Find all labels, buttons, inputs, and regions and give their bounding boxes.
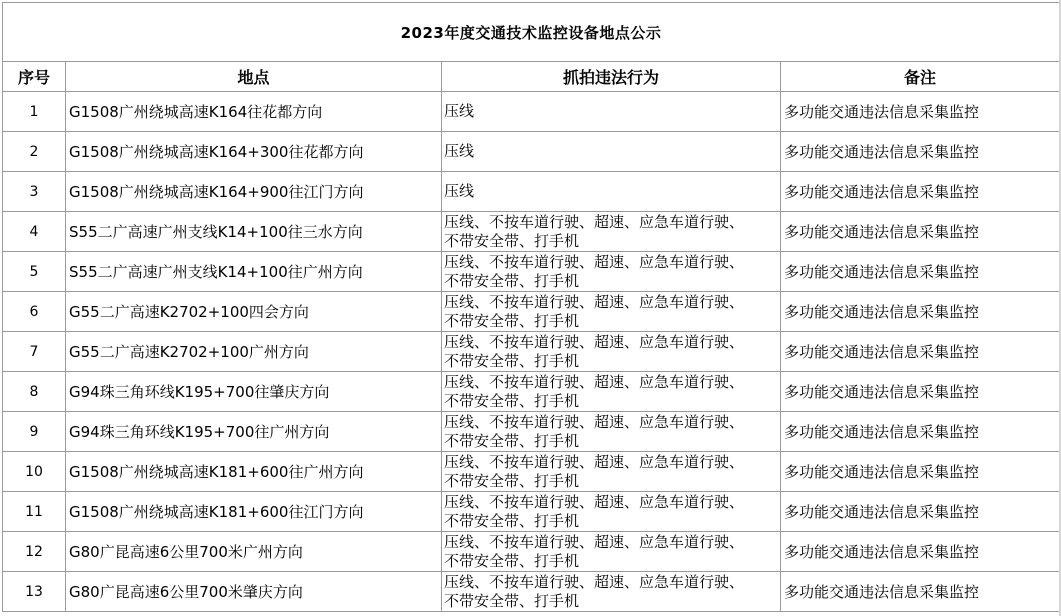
- table-row: [3, 92, 1060, 132]
- behavior-line: 压线、不按车道行驶、超速、应急车道行驶、: [444, 212, 745, 231]
- table-row: [3, 332, 1060, 372]
- cell-index[interactable]: 1: [3, 92, 66, 132]
- cell-location[interactable]: G80广昆高速6公里700米广州方向: [66, 532, 442, 572]
- behavior-line: 不带安全带、打手机: [444, 591, 580, 610]
- cell-behavior[interactable]: [442, 452, 781, 492]
- behavior-line: 不带安全带、打手机: [444, 511, 580, 530]
- cell-remark[interactable]: 多功能交通违法信息采集监控: [781, 372, 1060, 412]
- cell-location[interactable]: S55二广高速广州支线K14+100往广州方向: [66, 252, 442, 292]
- cell-location[interactable]: G1508广州绕城高速K181+600往江门方向: [66, 492, 442, 532]
- cell-remark[interactable]: 多功能交通违法信息采集监控: [781, 92, 1060, 132]
- cell-remark[interactable]: 多功能交通违法信息采集监控: [781, 452, 1060, 492]
- cell-location[interactable]: G1508广州绕城高速K164+900往江门方向: [66, 172, 442, 212]
- header-index[interactable]: 序号: [3, 62, 66, 92]
- behavior-line: 压线: [444, 102, 475, 120]
- behavior-line: 压线、不按车道行驶、超速、应急车道行驶、: [444, 412, 745, 431]
- cell-remark[interactable]: 多功能交通违法信息采集监控: [781, 292, 1060, 332]
- table-row: [3, 412, 1060, 452]
- behavior-line: 压线、不按车道行驶、超速、应急车道行驶、: [444, 452, 745, 471]
- cell-location[interactable]: G80广昆高速6公里700米肇庆方向: [66, 572, 442, 612]
- behavior-line: 不带安全带、打手机: [444, 231, 580, 250]
- cell-location[interactable]: S55二广高速广州支线K14+100往三水方向: [66, 212, 442, 252]
- behavior-line: 压线: [444, 142, 475, 160]
- cell-location[interactable]: G55二广高速K2702+100广州方向: [66, 332, 442, 372]
- cell-behavior[interactable]: [442, 492, 781, 532]
- cell-behavior[interactable]: [442, 172, 781, 212]
- cell-behavior[interactable]: [442, 252, 781, 292]
- cell-behavior[interactable]: [442, 92, 781, 132]
- behavior-line: 不带安全带、打手机: [444, 311, 580, 330]
- cell-index[interactable]: 10: [3, 452, 66, 492]
- behavior-line: 压线、不按车道行驶、超速、应急车道行驶、: [444, 492, 745, 511]
- cell-location[interactable]: G94珠三角环线K195+700往肇庆方向: [66, 372, 442, 412]
- monitoring-table: [2, 2, 1060, 612]
- behavior-line: 不带安全带、打手机: [444, 271, 580, 290]
- table-row: [3, 452, 1060, 492]
- cell-index[interactable]: 9: [3, 412, 66, 452]
- cell-location[interactable]: G1508广州绕城高速K181+600往广州方向: [66, 452, 442, 492]
- cell-behavior[interactable]: [442, 532, 781, 572]
- cell-remark[interactable]: 多功能交通违法信息采集监控: [781, 252, 1060, 292]
- header-behavior[interactable]: 抓拍违法行为: [442, 62, 781, 92]
- cell-location[interactable]: G94珠三角环线K195+700往广州方向: [66, 412, 442, 452]
- behavior-line: 不带安全带、打手机: [444, 471, 580, 490]
- behavior-line: 压线: [444, 182, 475, 200]
- table-row: [3, 292, 1060, 332]
- table-title[interactable]: 2023年度交通技术监控设备地点公示: [3, 3, 1060, 62]
- cell-remark[interactable]: 多功能交通违法信息采集监控: [781, 332, 1060, 372]
- cell-index[interactable]: 3: [3, 172, 66, 212]
- table-row: [3, 132, 1060, 172]
- header-location[interactable]: 地点: [66, 62, 442, 92]
- cell-remark[interactable]: 多功能交通违法信息采集监控: [781, 132, 1060, 172]
- cell-index[interactable]: 5: [3, 252, 66, 292]
- header-row: [3, 62, 1060, 92]
- behavior-line: 压线、不按车道行驶、超速、应急车道行驶、: [444, 332, 745, 351]
- cell-behavior[interactable]: [442, 212, 781, 252]
- title-row: [3, 3, 1060, 62]
- cell-behavior[interactable]: [442, 332, 781, 372]
- behavior-line: 压线、不按车道行驶、超速、应急车道行驶、: [444, 572, 745, 591]
- table-row: [3, 492, 1060, 532]
- cell-index[interactable]: 7: [3, 332, 66, 372]
- cell-behavior[interactable]: [442, 372, 781, 412]
- behavior-line: 不带安全带、打手机: [444, 351, 580, 370]
- cell-remark[interactable]: 多功能交通违法信息采集监控: [781, 212, 1060, 252]
- behavior-line: 不带安全带、打手机: [444, 551, 580, 570]
- cell-index[interactable]: 13: [3, 572, 66, 612]
- cell-remark[interactable]: 多功能交通违法信息采集监控: [781, 172, 1060, 212]
- cell-remark[interactable]: 多功能交通违法信息采集监控: [781, 572, 1060, 612]
- cell-behavior[interactable]: [442, 132, 781, 172]
- table-row: [3, 372, 1060, 412]
- cell-location[interactable]: G55二广高速K2702+100四会方向: [66, 292, 442, 332]
- table-row: [3, 172, 1060, 212]
- table-row: [3, 532, 1060, 572]
- header-remark[interactable]: 备注: [781, 62, 1060, 92]
- cell-index[interactable]: 12: [3, 532, 66, 572]
- cell-behavior[interactable]: [442, 572, 781, 612]
- cell-remark[interactable]: 多功能交通违法信息采集监控: [781, 492, 1060, 532]
- behavior-line: 不带安全带、打手机: [444, 431, 580, 450]
- cell-index[interactable]: 4: [3, 212, 66, 252]
- cell-index[interactable]: 2: [3, 132, 66, 172]
- behavior-line: 压线、不按车道行驶、超速、应急车道行驶、: [444, 532, 745, 551]
- cell-index[interactable]: 6: [3, 292, 66, 332]
- cell-remark[interactable]: 多功能交通违法信息采集监控: [781, 412, 1060, 452]
- behavior-line: 压线、不按车道行驶、超速、应急车道行驶、: [444, 372, 745, 391]
- cell-behavior[interactable]: [442, 412, 781, 452]
- behavior-line: 压线、不按车道行驶、超速、应急车道行驶、: [444, 292, 745, 311]
- cell-remark[interactable]: 多功能交通违法信息采集监控: [781, 532, 1060, 572]
- cell-index[interactable]: 11: [3, 492, 66, 532]
- table-row: [3, 212, 1060, 252]
- table-row: [3, 252, 1060, 292]
- behavior-line: 压线、不按车道行驶、超速、应急车道行驶、: [444, 252, 745, 271]
- cell-behavior[interactable]: [442, 292, 781, 332]
- behavior-line: 不带安全带、打手机: [444, 391, 580, 410]
- cell-location[interactable]: G1508广州绕城高速K164+300往花都方向: [66, 132, 442, 172]
- cell-location[interactable]: G1508广州绕城高速K164往花都方向: [66, 92, 442, 132]
- cell-index[interactable]: 8: [3, 372, 66, 412]
- table-row: [3, 572, 1060, 612]
